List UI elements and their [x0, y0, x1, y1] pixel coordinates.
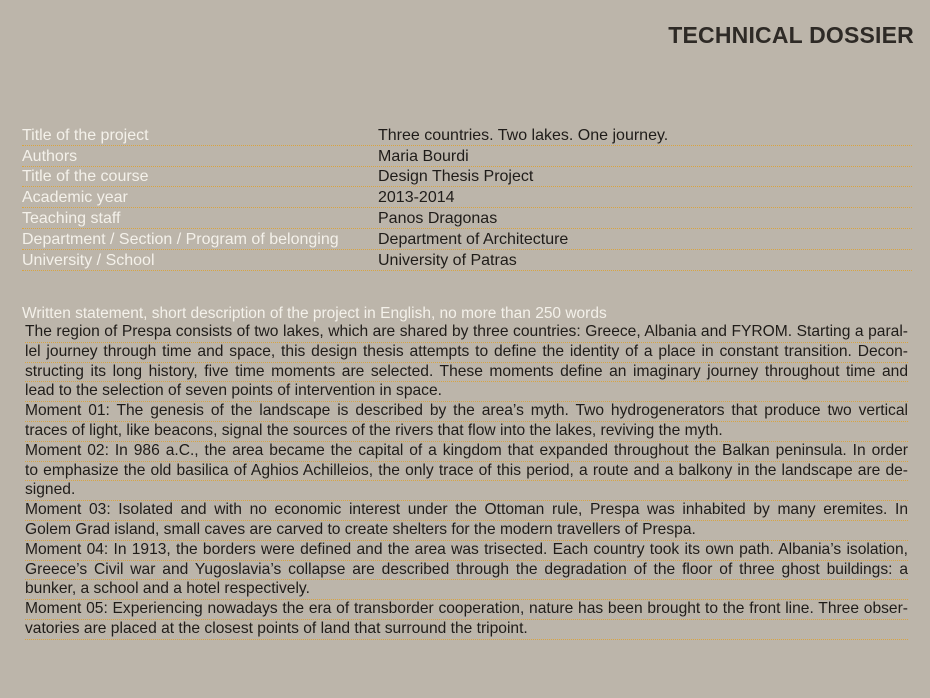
- statement-line: Moment 01: The genesis of the landscape is described by the area’s myth. Two hydrogenerators that produce two vertical: [25, 402, 908, 422]
- statement-line: Moment 04: In 1913, the borders were defined and the area was trisected. Each country took its own path. Albania’s isolation,: [25, 541, 908, 561]
- statement-line: traces of light, like beacons, signal the sources of the rivers that flow into the lakes, reviving the myth.: [25, 422, 908, 442]
- statement-line: Moment 02: In 986 a.C., the area became the capital of a kingdom that expanded throughout the Balkan peninsula. In order: [25, 442, 908, 462]
- field-value: Maria Bourdi: [378, 147, 469, 165]
- statement-line: Moment 05: Experiencing nowadays the era of transborder cooperation, nature has been brought to the front line. Three obser-: [25, 600, 908, 620]
- field-row-project-title: [22, 125, 912, 146]
- field-label: Academic year: [22, 189, 128, 207]
- field-label: Teaching staff: [22, 209, 121, 227]
- field-label: Title of the course: [22, 168, 149, 186]
- statement-body: [25, 323, 908, 640]
- field-value: 2013-2014: [378, 189, 455, 207]
- statement-line: Greece’s Civil war and Yugoslavia’s collapse are described through the degradation of the floor of three ghost buildings: a: [25, 561, 908, 581]
- field-value: Design Thesis Project: [378, 168, 534, 186]
- statement-line: Golem Grad island, small caves are carved to create shelters for the modern travellers of Prespa.: [25, 521, 908, 541]
- field-value: University of Patras: [378, 251, 517, 269]
- field-row-university: [22, 250, 912, 271]
- statement-line: lel journey through time and space, this design thesis attempts to define the identity of a place in constant transition. Decon-: [25, 343, 908, 363]
- statement-line: bunker, a school and a hotel respectively.: [25, 580, 908, 600]
- statement-line: Moment 03: Isolated and with no economic interest under the Ottoman rule, Prespa was inhabited by many eremites. In: [25, 501, 908, 521]
- statement-line: vatories are placed at the closest points of land that surround the tripoint.: [25, 620, 908, 640]
- field-value: Department of Architecture: [378, 230, 569, 248]
- statement-line: The region of Prespa consists of two lakes, which are shared by three countries: Greece, Albania and FYROM. Starting a paral-: [25, 323, 908, 343]
- statement-line: to emphasize the old basilica of Aghios Achilleios, the only trace of this period, a route and a balkony in the landscape are de-: [25, 462, 908, 482]
- field-label: University / School: [22, 251, 155, 269]
- field-label: Title of the project: [22, 126, 149, 144]
- field-row-authors: [22, 146, 912, 167]
- project-fields: [22, 125, 912, 271]
- statement-line: structing its long history, five time moments are selected. These moments define an imaginary journey throughout time and: [25, 363, 908, 383]
- field-row-department: [22, 229, 912, 250]
- field-row-course: [22, 167, 912, 188]
- field-row-teaching-staff: [22, 208, 912, 229]
- statement-line: signed.: [25, 481, 908, 501]
- field-value: Panos Dragonas: [378, 209, 498, 227]
- statement-line: lead to the selection of seven points of intervention in space.: [25, 382, 908, 402]
- field-value: Three countries. Two lakes. One journey.: [378, 126, 669, 144]
- statement-heading: Written statement, short description of the project in English, no more than 250 words: [22, 305, 607, 322]
- field-label: Authors: [22, 147, 78, 165]
- field-label: Department / Section / Program of belonging: [22, 230, 339, 248]
- field-row-academic-year: [22, 187, 912, 208]
- page-title: TECHNICAL DOSSIER: [668, 22, 914, 48]
